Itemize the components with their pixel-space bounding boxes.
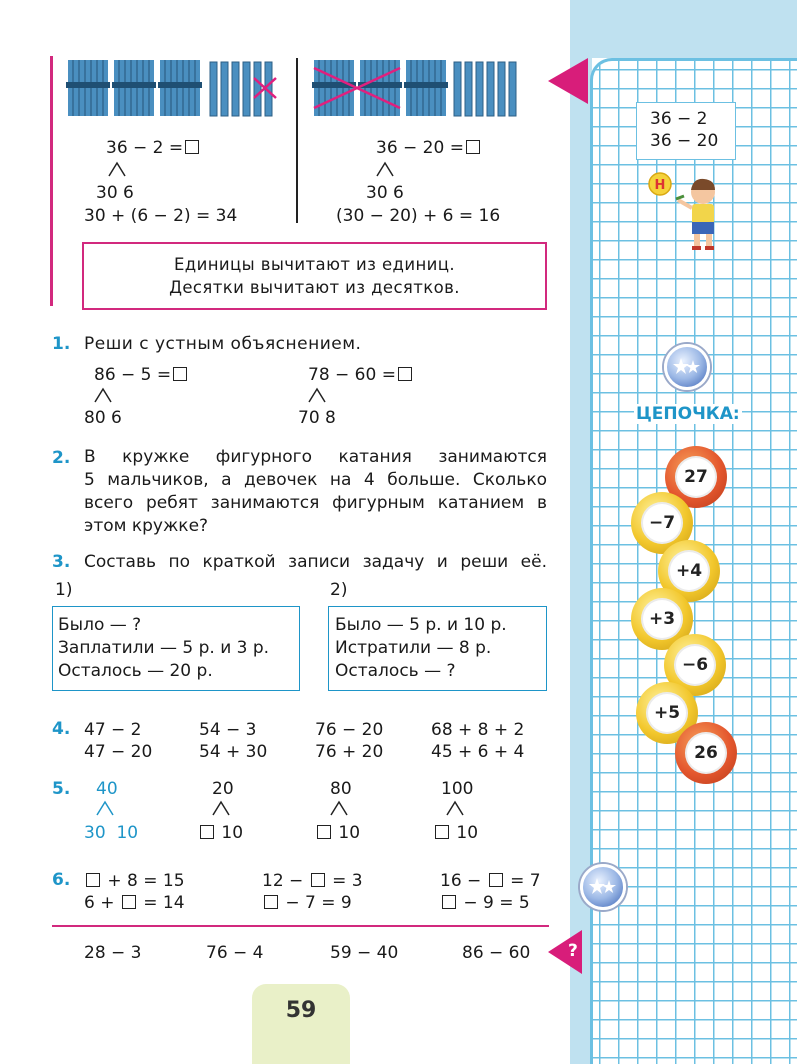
rule-line-2: Десятки вычитают из десятков. <box>169 278 460 297</box>
answer-box <box>442 895 456 909</box>
character-illustration <box>648 172 724 252</box>
split-caret <box>376 161 394 177</box>
task-6-number: 6. <box>52 870 71 890</box>
task-1-example-a-split: 80 6 <box>84 408 122 428</box>
task-5-number: 5. <box>52 779 71 799</box>
bottom-expr-2: 76 − 4 <box>206 943 264 963</box>
sidebar-top-band <box>570 0 797 58</box>
answer-box <box>122 895 136 909</box>
task-5-item-3-split: 10 <box>433 823 478 843</box>
example-right-equation: 36 − 20 = <box>376 138 482 158</box>
answer-box <box>185 140 199 154</box>
answer-box <box>466 140 480 154</box>
task-4-number: 4. <box>52 719 71 739</box>
example-left-equation: 36 − 2 = <box>106 138 201 158</box>
split-caret <box>96 800 114 816</box>
rule-box <box>82 242 547 310</box>
example-divider <box>296 58 298 223</box>
task-1-example-a: 86 − 5 = <box>94 365 189 385</box>
example-left-split: 30 6 <box>96 183 134 203</box>
bundle-2 <box>358 60 402 116</box>
margin-line <box>50 56 53 306</box>
split-caret <box>94 387 112 403</box>
bundle-2 <box>112 60 156 116</box>
example-right-split: 30 6 <box>366 183 404 203</box>
task-3-number: 3. <box>52 552 71 572</box>
task-5-item-1-top: 20 <box>212 779 234 799</box>
task-5-example-split: 30 10 <box>84 823 139 843</box>
task-3-box-2: Было — 5 р. и 10 р. Истратили — 8 р. Осталось — ? <box>328 606 547 691</box>
task-5-item-2-split: 10 <box>315 823 360 843</box>
task-4-col-4: 68 + 8 + 2 45 + 6 + 4 <box>431 720 525 762</box>
page-number: 59 <box>252 984 350 1064</box>
chain-title: ЦЕПОЧКА: <box>636 404 740 424</box>
split-caret <box>108 161 126 177</box>
task-6-col-3: 16 − = 7 − 9 = 5 <box>440 871 541 913</box>
star-badge-icon <box>580 864 626 910</box>
question-mark-icon: ? <box>568 941 578 961</box>
answer-box <box>311 873 325 887</box>
answer-box <box>435 825 449 839</box>
sticks-illustration-right <box>312 58 527 120</box>
example-right-solution: (30 − 20) + 6 = 16 <box>336 206 501 226</box>
chain-coin-end: 26 <box>675 722 737 784</box>
task-5-item-3-top: 100 <box>441 779 474 799</box>
sticks-illustration-left <box>66 58 286 120</box>
chain-coin: +3 <box>631 588 693 650</box>
bottom-expr-4: 86 − 60 <box>462 943 531 963</box>
task-1-example-b: 78 − 60 = <box>308 365 414 385</box>
bottom-expr-3: 59 − 40 <box>330 943 399 963</box>
task-3-box-1: Было — ? Заплатили — 5 р. и 3 р. Осталось — 20 р. <box>52 606 300 691</box>
single-sticks <box>454 62 516 116</box>
badge-letter: Н <box>654 178 666 193</box>
task-2-number: 2. <box>52 448 71 468</box>
chain-coin: +5 <box>636 682 698 744</box>
answer-box <box>173 367 187 381</box>
task-6-col-2: 12 − = 3 − 7 = 9 <box>262 871 363 913</box>
chain-coin: −7 <box>631 492 693 554</box>
task-5-item-2-top: 80 <box>330 779 352 799</box>
rule-line-1: Единицы вычитают из единиц. <box>173 255 456 274</box>
bottom-expr-1: 28 − 3 <box>84 943 142 963</box>
task-1-example-b-split: 70 8 <box>298 408 336 428</box>
bundle-1 <box>66 60 110 116</box>
bundle-1 <box>312 60 356 116</box>
answer-box <box>200 825 214 839</box>
bundle-3 <box>158 60 202 116</box>
answer-box <box>489 873 503 887</box>
pink-arrow-marker-top <box>548 58 588 104</box>
answer-box <box>86 873 100 887</box>
split-caret <box>446 800 464 816</box>
answer-box <box>398 367 412 381</box>
task-1-number: 1. <box>52 334 71 354</box>
split-caret <box>308 387 326 403</box>
task-4-col-3: 76 − 20 76 + 20 <box>315 720 384 762</box>
task-1-text: Реши с устным объяснением. <box>84 334 362 354</box>
task-4-col-1: 47 − 2 47 − 20 <box>84 720 153 762</box>
bottom-divider <box>52 925 549 927</box>
star-badge-icon <box>664 344 710 390</box>
task-4-col-2: 54 − 3 54 + 30 <box>199 720 268 762</box>
task-3-part-2-label: 2) <box>330 580 348 600</box>
split-caret <box>212 800 230 816</box>
answer-box <box>264 895 278 909</box>
task-5-item-1-split: 10 <box>198 823 243 843</box>
task-6-col-1: + 8 = 15 6 + = 14 <box>84 871 185 913</box>
answer-box <box>317 825 331 839</box>
task-5-example-top: 40 <box>96 779 118 799</box>
task-3-part-1-label: 1) <box>55 580 73 600</box>
example-left-solution: 30 + (6 − 2) = 34 <box>84 206 238 226</box>
chain-coin: −6 <box>664 634 726 696</box>
chain-coin: +4 <box>658 540 720 602</box>
sidebar-expressions-box: 36 − 2 36 − 20 <box>636 102 736 160</box>
bundle-3 <box>404 60 448 116</box>
task-3-text: Составь по краткой записи задачу и реши её. <box>84 552 547 572</box>
split-caret <box>330 800 348 816</box>
task-2-text: В кружке фигурного катания занимаются 5 мальчиков, а девочек на 4 больше. Сколько всего ребят занимаются фигурным катанием в этом кружке? <box>84 447 547 536</box>
chain-coin-start: 27 <box>665 446 727 508</box>
